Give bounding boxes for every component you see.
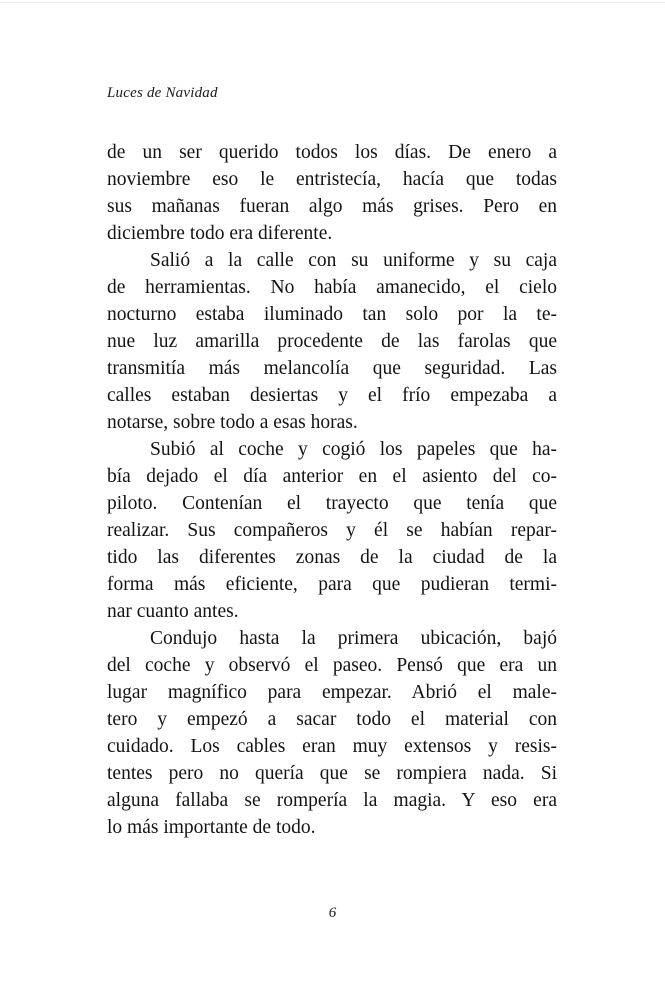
paragraph <box>107 625 557 841</box>
text-line: calles estaban desiertas y el frío empezaba a <box>107 385 557 406</box>
text-block <box>107 139 557 841</box>
text-line: nar cuanto antes. <box>107 601 239 622</box>
paragraph <box>107 436 557 625</box>
text-line: tero y empezó a sacar todo el material con <box>107 709 557 730</box>
text-line: piloto. Contenían el trayecto que tenía que <box>107 493 557 514</box>
text-line: de un ser querido todos los días. De enero a <box>107 142 557 163</box>
text-line: Subió al coche y cogió los papeles que ha- <box>150 439 557 460</box>
text-line: del coche y observó el paseo. Pensó que era un <box>107 655 557 676</box>
text-line: realizar. Sus compañeros y él se habían repar- <box>107 520 557 541</box>
text-line: de herramientas. No había amanecido, el cielo <box>107 277 557 298</box>
text-line: bía dejado el día anterior en el asiento del co- <box>107 466 557 487</box>
paragraph <box>107 139 557 247</box>
text-line: tido las diferentes zonas de la ciudad de la <box>107 547 557 568</box>
text-line: Condujo hasta la primera ubicación, bajó <box>150 628 557 649</box>
text-line: Salió a la calle con su uniforme y su caja <box>150 250 557 271</box>
text-line: cuidado. Los cables eran muy extensos y resis- <box>107 736 557 757</box>
text-line: notarse, sobre todo a esas horas. <box>107 412 358 433</box>
running-header-title: Luces de Navidad <box>107 85 218 101</box>
page-number: 6 <box>328 905 337 921</box>
text-line: lugar magnífico para empezar. Abrió el male- <box>107 682 557 703</box>
text-line: noviembre eso le entristecía, hacía que todas <box>107 169 557 190</box>
page-top-divider <box>0 2 665 3</box>
text-line: tentes pero no quería que se rompiera nada. Si <box>107 763 557 784</box>
text-line: diciembre todo era diferente. <box>107 223 333 244</box>
text-line: nocturno estaba iluminado tan solo por la te- <box>107 304 557 325</box>
text-line: sus mañanas fueran algo más grises. Pero en <box>107 196 557 217</box>
text-line: nue luz amarilla procedente de las farolas que <box>107 331 557 352</box>
paragraph <box>107 247 557 436</box>
text-line: lo más importante de todo. <box>107 817 316 838</box>
text-line: transmitía más melancolía que seguridad. Las <box>107 358 557 379</box>
text-line: forma más eficiente, para que pudieran termi- <box>107 574 557 595</box>
text-line: alguna fallaba se rompería la magia. Y eso era <box>107 790 557 811</box>
